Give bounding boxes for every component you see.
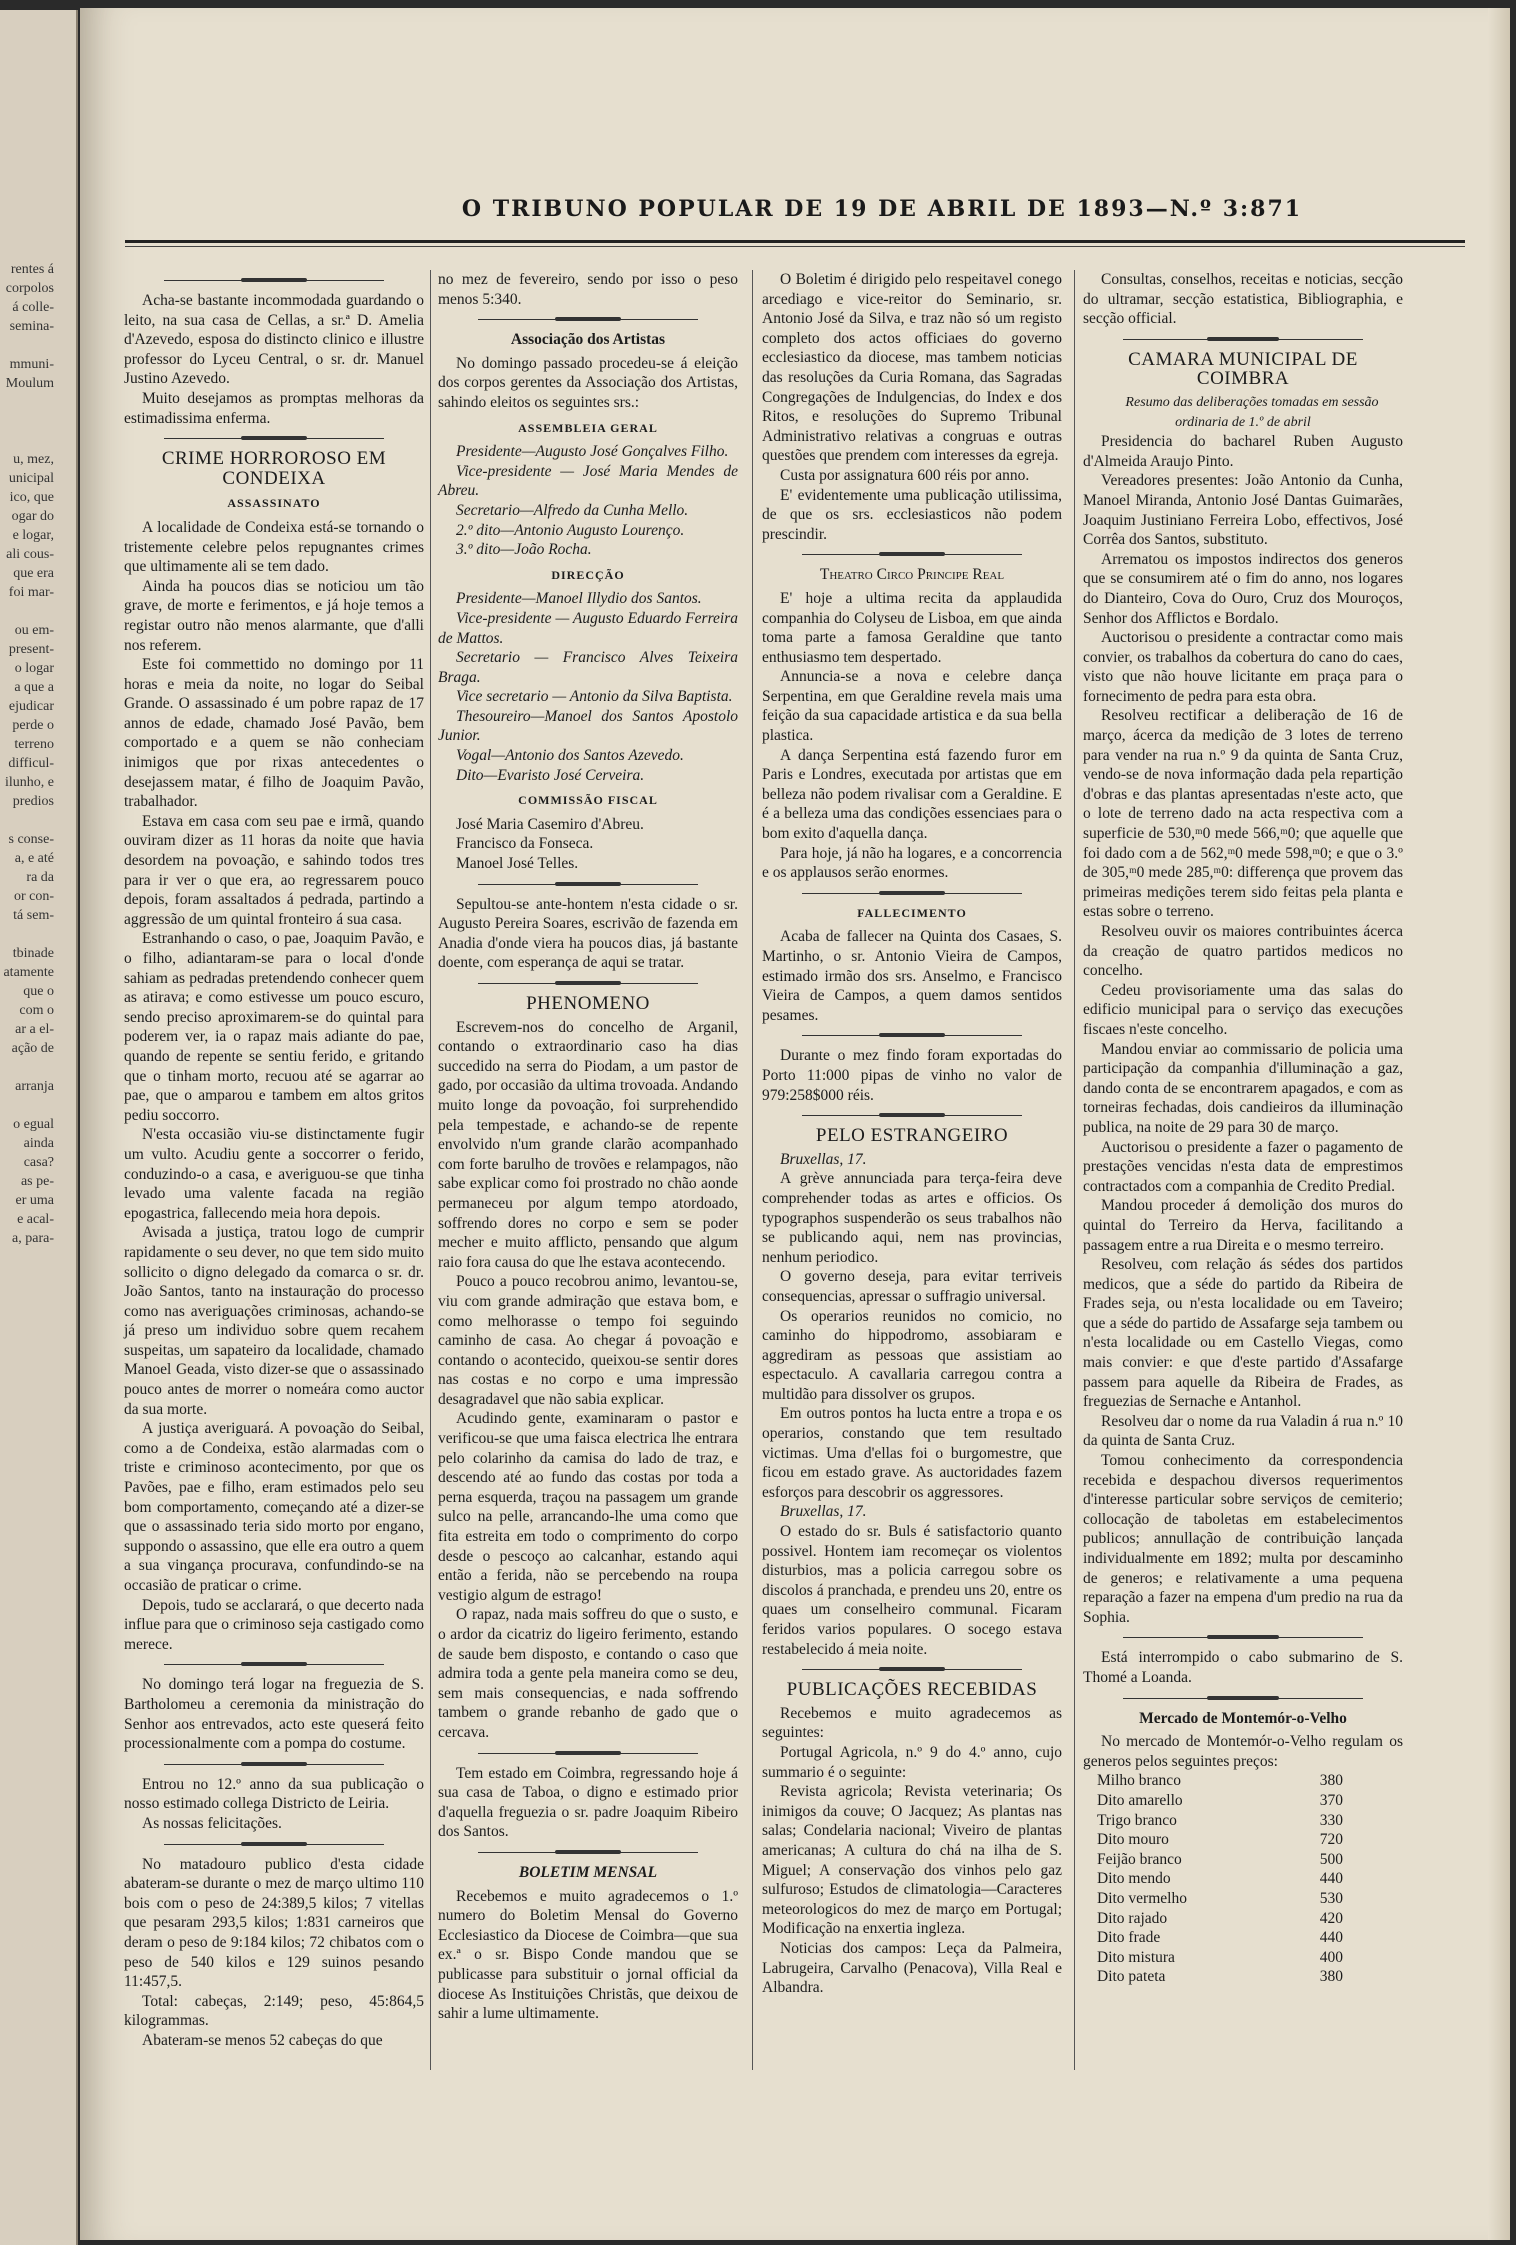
price-row [1083, 1850, 1403, 1870]
paragraph: Escrevem-nos do concelho de Arganil, contando o extraordinario caso ha dias succedido na serra do Piodam, a um pastor de gado, por occasião da ultima trovoada. Andando muito longe da povoação, foi surprehendido pela tempestade, e achando-se de repente envolvido n'um grande clarão acompanhado com forte barulho de trovões e relampagos, não sabe explicar como foi prostrado no chão aonde permaneceu por algum tempo atordoado, soffrendo dores no corpo e sem se poder mecher e muito afflicto, pensando que algum raio fora causa do que lhe estava acontecendo. [438, 1018, 738, 1271]
facing-page-line: a, e até [14, 851, 54, 866]
separator [802, 1115, 1022, 1116]
dateline: Bruxellas, 17. [780, 1150, 867, 1168]
paragraph: O rapaz, nada mais soffreu do que o susto, e o ardor da cicatriz do ligeiro ferimento, estando de saude bem disposto, e contando o caso que admira toda a gente pela maneira como se deu, sem mais consequencias, e nada soffrendo tambem o grande rebanho de gado que o cercava. [438, 1606, 738, 1741]
facing-page-line: ainda [23, 1136, 54, 1151]
facing-page-line: u, mez, [13, 452, 54, 467]
paragraph: Acaba de fallecer na Quinta dos Casaes, S. Martinho, o sr. Antonio Vieira de Campos, estimado irmão dos srs. Anselmo, e Francisco Vieira de Campos, a quem damos sentidos pesames. [762, 928, 1062, 1024]
price-item: Dito mouro [1097, 1831, 1169, 1849]
price-row [1083, 1967, 1403, 1987]
facing-page-line [0, 412, 76, 431]
paragraph: Mandou enviar ao commissario de policia uma participação da companhia d'illuminação a gaz, dando conta de se encontrarem apagados, e com as torneiras fechadas, dois candieiros da illuminação publica, na noite de 29 para 30 de março. [1083, 1040, 1403, 1136]
paragraph: Resolveu rectificar a deliberação de 16 de março, ácerca da medição de 3 lotes de terreno para vender na rua n.º 9 da quinta de Santa Cruz, vendo-se de nova informação dada pela repartição d'obras e das plantas apresentadas n'este acto, que o lote de terreno dado na acta respectiva com a superficie de 530,ᵐ0 mede 566,ᵐ0; que aquelle que foi dado com a de 562,ᵐ0 mede 598,ᵐ0; e que o 3.º de 305,ᵐ0 mede 285,ᵐ0: differença que provem das primeiras medições terem sido feitas pela planta e estas sobre o terreno. [1083, 707, 1403, 921]
paragraph: A localidade de Condeixa está-se tornando o tristemente celebre pelos repugnantes crimes que ultimamente ali se tem dado. [124, 518, 424, 576]
article-title: Theatro Circo Principe Real [819, 566, 1005, 584]
paragraph: Arrematou os impostos indirectos dos generos que se consumirem até o fim do anno, nos logares do Dianteiro, Cova do Ouro, Cruz dos Mouroços, Senhor dos Afflictos e Bordalo. [1083, 550, 1403, 627]
paragraph: A dança Serpentina está fazendo furor em Paris e Londres, executada por artistas que em belleza não podem rivalisar com a Geraldine. E é a belleza uma das condições essenciaes para o bom exito d'aquella dança. [762, 746, 1062, 843]
paragraph: As nossas felicitações. [142, 1814, 282, 1832]
paragraph: Portugal Agricola, n.º 9 do 4.º anno, cujo summario é o seguinte: [762, 1743, 1062, 1781]
paragraph: Total: cabeças, 2:149; peso, 45:864,5 kilogrammas. [124, 1992, 424, 2030]
list-item: Presidente—Manoel Illydio dos Santos. [456, 590, 702, 608]
facing-page-line: a, para- [12, 1231, 54, 1246]
facing-page-line: ico, que [9, 490, 54, 505]
article-title: BOLETIM MENSAL [518, 1863, 658, 1881]
paragraph: Em outros pontos ha lucta entre a tropa e os operarios, constando que tem resultado victimas. Uma d'ellas foi o burgomestre, que ficou em estado grave. As auctoridades fazem esforços para descobrir os aggressores. [762, 1405, 1062, 1501]
facing-page-line: ilunho, e [5, 775, 54, 790]
column-1 [124, 270, 424, 2050]
facing-page-line: mmuni- [9, 357, 54, 372]
price-item: Dito frade [1097, 1929, 1161, 1947]
paragraph: Estava em casa com seu pae e irmã, quando ouviram dizer as 11 horas da noite que havia desordem na povoação, e sahindo todos tres para ir ver o que era, ao regressarem pouco depois, foram assaltados á pedrada, partindo a aggressão de um quintal fronteiro á sua casa. [124, 812, 424, 928]
paragraph: Auctorisou o presidente a fazer o pagamento de prestações vencidas n'esta data de emprestimos contractados com a companhia de Credito Predial. [1083, 1138, 1403, 1195]
price-row [1083, 1830, 1403, 1850]
price-value: 370 [1319, 1791, 1343, 1809]
facing-page-line: o logar [14, 661, 54, 676]
list-item: Manoel José Telles. [456, 855, 579, 873]
price-value: 500 [1319, 1850, 1343, 1868]
facing-page-line: Moulum [5, 376, 54, 391]
separator [478, 1753, 698, 1754]
paragraph: Entrou no 12.º anno da sua publicação o nosso estimado collega Districto de Leiria. [124, 1775, 424, 1813]
facing-page-line: ação de [11, 1041, 54, 1056]
price-value: 720 [1319, 1831, 1343, 1849]
price-item: Dito mistura [1097, 1948, 1175, 1966]
paragraph: Ainda ha poucos dias se noticiou um tão grave, de morte e ferimentos, e já hoje temos a registar outro não menos alarmante, que d'alli nos referem. [124, 577, 424, 654]
facing-page-line: casa? [23, 1155, 54, 1170]
separator [164, 1664, 384, 1665]
facing-page-line: ar a el- [15, 1022, 54, 1037]
facing-page-line [0, 393, 76, 412]
price-item: Milho branco [1097, 1772, 1181, 1790]
list-item: Thesoureiro—Manoel dos Santos Apostolo Junior. [438, 707, 738, 745]
facing-page-line: present- [8, 642, 54, 657]
separator [478, 983, 698, 984]
facing-page-line: arranja [15, 1079, 54, 1094]
facing-page-line [0, 431, 76, 450]
paragraph: No domingo terá logar na freguezia de S. Bartholomeu a ceremonia da ministração do Senhor aos entrevados, acto este queserá feito processionalmente com a pompa do costume. [124, 1676, 424, 1753]
paragraph: Acha-se bastante incommodada guardando o leito, na sua casa de Cellas, a sr.ª D. Amelia d'Azevedo, esposa do distincto clinico e illustre professor do Lyceu Central, o sr. dr. Manuel Justino Azevedo. [124, 292, 424, 388]
price-list [1083, 1771, 1403, 1987]
list-item: Secretario — Francisco Alves Teixeira Braga. [438, 649, 738, 686]
article-title: PELO ESTRANGEIRO [815, 1125, 1009, 1147]
facing-page-line: e logar, [12, 528, 54, 543]
facing-page-line: o egual [13, 1117, 54, 1132]
page-edge [1488, 8, 1510, 2240]
paragraph: Os operarios reunidos no comicio, no caminho do hippodromo, assobiaram e aggrediram as pessoas que assistiam ao espectaculo. A cavallaria carregou contra a multidão para dissolver os grupos. [762, 1307, 1062, 1403]
facing-page-line [0, 1058, 76, 1077]
list-item: Presidente—Augusto José Gonçalves Filho. [456, 443, 729, 461]
price-item: Feijão branco [1097, 1850, 1182, 1868]
paragraph: N'esta occasião viu-se distinctamente fugir um vulto. Acudiu gente a soccorrer o ferido, conduzindo-o a casa, e averiguou-se que tinha levado uma valente facada na região epogastrica, fallecendo meia hora depois. [124, 1126, 424, 1222]
column-rule [430, 270, 431, 2070]
price-row [1083, 1948, 1403, 1968]
paragraph: Resolveu, com relação ás sédes dos partidos medicos, que a séde do partido da Ribeira de Frades seja, ou n'esta localidade ou em Taveiro; que a séde do partido de Assafarge seja tambem ou n'esta localidade ou em Castello Viegas, como mais convier: e que d'este partido d'Assafarge passem para aquelle da Ribeira de Frades, as freguezias de Sernache e Antanhol. [1083, 1256, 1403, 1411]
facing-page-line: a que a [14, 680, 54, 695]
facing-page-line: que o [23, 984, 54, 999]
price-value: 330 [1319, 1811, 1343, 1829]
paragraph: Custa por assignatura 600 réis por anno. [780, 466, 1030, 484]
facing-page-line: perde o [12, 718, 54, 733]
paragraph: E' evidentemente uma publicação utilissima, de que os srs. ecclesiasticos não podem prescindir. [762, 486, 1062, 543]
facing-page-line: unicipal [8, 471, 54, 486]
separator [1123, 1698, 1363, 1699]
dateline: Bruxellas, 17. [780, 1503, 867, 1521]
facing-page-line: foi mar- [8, 585, 54, 600]
facing-page-line: tá sem- [13, 908, 54, 923]
section-heading: ASSEMBLEIA GERAL [518, 420, 658, 435]
paragraph: Tomou conhecimento da correspondencia recebida e despachou diversos requerimentos d'interesse particular sobre serviços de cemiterio; collocação de taboletas em estabelecimentos publicos; annullação de contribuição lançada individualmente em 1892; multa por descaminho de generos; e relativamente a uma pequena reparação a fazer na empena d'um predio na rua da Sophia. [1083, 1452, 1403, 1626]
paragraph: No matadouro publico d'esta cidade abateram-se durante o mez de março ultimo 110 bois com o peso de 24:389,5 kilos; 7 vitellas que pesaram 293,5 kilos; 1:831 carneiros que deram o peso de 9:184 kilos; 72 chibatos com o peso de 540 kilos e 129 suinos pesando 11:457,5. [124, 1855, 424, 1991]
paragraph: Annuncia-se a nova e celebre dança Serpentina, em que Geraldine revela mais uma feição da sua capacidade artistica e da sua bella plastica. [762, 668, 1062, 745]
facing-page-line [0, 602, 76, 621]
paragraph: Muito desejamos as promptas melhoras da estimadissima enferma. [124, 389, 424, 427]
price-row [1083, 1909, 1403, 1929]
paragraph: A grève annunciada para terça-feira deve comprehender todas as artes e officios. Os typographos suspenderão os seus trabalhos não se publicando aqui, nem nas provincias, nenhum periodico. [762, 1170, 1062, 1266]
separator [1123, 339, 1363, 340]
section-heading: COMMISSÃO FISCAL [518, 793, 658, 808]
list-item: Vice-presidente — José Maria Mendes de Abreu. [438, 462, 738, 500]
list-item: Vogal—Antonio dos Santos Azevedo. [456, 747, 684, 765]
price-item: Dito amarello [1097, 1791, 1183, 1809]
paragraph: Revista agricola; Revista veterinaria; Os inimigos da couve; O Jacquez; As plantas nas salas; Condelaria nacional; Viveiro de plantas americanas; A cultura do chá na ilha de S. Miguel; A conservação dos vinhos pelo gaz sulfuroso; Estudos de climatologia—Caracteres meteorologicos do mez de março em Portugal; Modificação na enxertia ingleza. [762, 1783, 1062, 1938]
price-value: 380 [1319, 1772, 1343, 1790]
price-value: 530 [1319, 1889, 1343, 1907]
facing-page-line: ra da [26, 870, 54, 885]
price-row [1083, 1889, 1403, 1909]
price-value: 440 [1319, 1870, 1343, 1888]
separator [164, 1764, 384, 1765]
rule [125, 240, 1465, 243]
paragraph: Resolveu ouvir os maiores contribuintes ácerca da creação de quatro partidos medicos no concelho. [1083, 923, 1403, 980]
column-rule [752, 270, 753, 2070]
article-title: Associação dos Artistas [510, 331, 666, 349]
list-item: Secretario—Alfredo da Cunha Mello. [456, 501, 689, 519]
article-title: PHENOMENO [526, 993, 650, 1014]
list-item: José Maria Casemiro d'Abreu. [456, 815, 644, 833]
paragraph: A justiça averiguará. A povoação do Seibal, como a de Condeixa, estão alarmadas com o triste e criminoso acontecimento, por que os Pavões, pae e filho, eram estimados pelo seu bom comportamento, começando até a dizer-se que o assassinado teria sido morto por engano, suppondo o assassino, que elle era outro a quem a sua vingança procurava, confundindo-se na occasião de praticar o crime. [124, 1420, 424, 1594]
article-title: Mercado de Montemór-o-Velho [1139, 1709, 1347, 1727]
facing-page-line: com o [19, 1003, 54, 1018]
paragraph: Estranhando o caso, o pae, Joaquim Pavão, e o filho, adiantaram-se para o local d'onde sahiam as pedradas pretendendo conhecer quem as atirava; e como estivesse um pouco escuro, sendo preciso aproximarem-se do quintal para poderem ver, ia o rapaz mais adiante do pae, quando de repente se sentiu ferido, e gritando que o tinham morto, recuou até se agarrar ao pae, que o amparou e tambem em altos gritos pediu soccorro. [124, 930, 424, 1124]
column-3 [762, 270, 1062, 1998]
paragraph: Mandou proceder á demolição dos muros do quintal do Terreiro da Herva, facilitando a passagem entre a rua Direita e o mesmo terreiro. [1083, 1197, 1403, 1254]
list-item: Dito—Evaristo José Cerveira. [456, 766, 645, 784]
paragraph: Auctorisou o presidente a contractar como mais convier, os trabalhos da cobertura do cano do caes, visto que não houve licitante em praça para o fornecimento de pedra para esta obra. [1083, 629, 1403, 705]
paragraph: No mercado de Montemór-o-Velho regulam os generos pelos seguintes preços: [1083, 1733, 1403, 1770]
facing-page-line: difficul- [8, 756, 54, 771]
paragraph: Abateram-se menos 52 cabeças do que [142, 2031, 383, 2049]
separator [1123, 1637, 1363, 1638]
paragraph: Está interrompido o cabo submarino de S. Thomé a Loanda. [1083, 1649, 1403, 1686]
paragraph: Acudindo gente, examinaram o pastor e verificou-se que uma faisca electrica lhe entrara pelo colarinho da camisa do lado de traz, e descendo até ao fundo das costas por toda a perna esquerda, traçou na passagem um grande sulco na pelle, arrancando-lhe uma como que fita estreita em todo o comprimento do corpo desde o pescoço ao calcanhar, estando aqui então a ferida, não se percebendo na roupa vestigio algum de estrago! [438, 1410, 738, 1604]
paragraph: Para hoje, já não ha logares, e a concorrencia e os applausos serão enormes. [762, 844, 1062, 882]
price-row [1083, 1791, 1403, 1811]
paragraph: Este foi commettido no domingo por 11 horas e meia da noite, no logar do Seibal Grande. O assassinado é um pobre rapaz de 17 annos de edade, chamado José Pavão, bem comportado e a quem se não conheciam inimigos que por rixas antecedentes o desejassem matar, é filho de Joaquim Pavão, trabalhador. [124, 656, 424, 811]
separator [802, 1669, 1022, 1670]
list-item: 2.º dito—Antonio Augusto Lourenço. [456, 521, 685, 539]
facing-page-line: er uma [15, 1193, 54, 1208]
facing-page-line [0, 925, 76, 944]
facing-page-line: predios [12, 794, 54, 809]
facing-page-line: or con- [13, 889, 54, 904]
section-heading: DIRECÇÃO [551, 567, 625, 582]
paragraph: Recebemos e muito agradecemos as seguintes: [762, 1704, 1062, 1742]
article-subtitle: Resumo das deliberações tomadas em sessão ordinaria de 1.º de abril [1125, 394, 1379, 430]
price-item: Dito vermelho [1097, 1889, 1187, 1907]
article-subtitle: ASSASSINATO [227, 496, 321, 511]
list-item: Francisco da Fonseca. [456, 835, 594, 853]
facing-page-line: que era [13, 566, 54, 581]
facing-page-line: ali cous- [6, 547, 54, 562]
facing-page-line [0, 811, 76, 830]
article-title: PUBLICAÇÕES RECEBIDAS [786, 1679, 1038, 1701]
paragraph: Vereadores presentes: João Antonio da Cunha, Manoel Miranda, Antonio José Dantas Guimarães, Joaquim Justiniano Ferreira Lobo, effectivos, José Corrêa dos Santos, substituto. [1083, 472, 1403, 549]
facing-page-line: semina- [9, 319, 54, 334]
list-item: 3.º dito—João Rocha. [456, 541, 592, 559]
separator [802, 554, 1022, 555]
facing-page-line: á colle- [12, 300, 54, 315]
facing-page-line: tbinade [12, 946, 54, 961]
price-item: Dito mendo [1097, 1870, 1171, 1888]
paragraph: Sepultou-se ante-hontem n'esta cidade o sr. Augusto Pereira Soares, escrivão de fazenda em Anadia d'onde viera ha poucos dias, já bastante doente, com esperança de aqui se tratar. [438, 895, 738, 972]
price-value: 440 [1319, 1929, 1343, 1947]
column-2 [438, 270, 738, 2024]
paragraph: Recebemos e muito agradecemos o 1.º numero do Boletim Mensal do Governo Ecclesiastico da Diocese de Coimbra—que sua ex.ª o sr. Bispo Conde mandou que se publicasse para substituir o jornal official da diocese As Instituições Christãs, que deixou de sahir a lume ultimamente. [438, 1887, 738, 2023]
facing-page-line: rentes á [10, 262, 54, 277]
price-row [1083, 1869, 1403, 1889]
paragraph: O estado do sr. Buls é satisfactorio quanto possivel. Hontem iam recomeçar os violentos disturbios, mas a policia carregou sobre os discolos á pranchada, e prendeu uns 20, entre os quaes um conselheiro communal. Ficaram feridos varios populares. O socego estava restabelecido á meia noite. [762, 1523, 1062, 1658]
newspaper-page [80, 8, 1510, 2240]
separator [164, 1844, 384, 1845]
column-rule [1074, 270, 1075, 2070]
price-item: Dito rajado [1097, 1909, 1168, 1927]
separator [164, 438, 384, 439]
facing-page-line: ogar do [11, 509, 54, 524]
paragraph: Consultas, conselhos, receitas e noticias, secção do ultramar, secção estatistica, Bibliographia, e secção official. [1083, 271, 1403, 328]
facing-page-line: e acal- [17, 1212, 54, 1227]
paragraph: Cedeu provisoriamente uma das salas do edificio municipal para o serviço das execuções fiscaes n'este concelho. [1083, 981, 1403, 1038]
article-title: FALLECIMENTO [857, 905, 967, 920]
separator [478, 884, 698, 885]
facing-page-line [0, 336, 76, 355]
paragraph: Resolveu dar o nome da rua Valadin á rua n.º 10 da quinta de Santa Cruz. [1083, 1412, 1403, 1450]
price-value: 400 [1319, 1948, 1343, 1966]
separator [164, 280, 384, 281]
paragraph: O Boletim é dirigido pelo respeitavel conego arcediago e vice-reitor do Seminario, sr. Antonio José da Silva, e traz não só um registo completo dos actos officiaes do governo ecclesiastico da diocese, mas tambem noticias das resoluções da Curia Romana, das Sagradas Congregações de Indulgencias, do Index e dos Ritos, e resoluções do Supremo Tribunal Administrativo relativas a congruas e outras questões que prendem com interesses da egreja. [762, 271, 1062, 465]
facing-page-line: terreno [14, 737, 54, 752]
facing-page-line: ou em- [14, 623, 54, 638]
separator [802, 1035, 1022, 1036]
price-row [1083, 1771, 1403, 1791]
paragraph: E' hoje a ultima recita da applaudida companhia do Colyseu de Lisboa, em que ainda toma parte a famosa Geraldine que tanto enthusiasmo tem despertado. [762, 589, 1062, 666]
paragraph: Noticias dos campos: Leça da Palmeira, Labrugeira, Carvalho (Penacova), Villa Real e Albandra. [762, 1939, 1062, 1997]
paragraph: Pouco a pouco recobrou animo, levantou-se, viu com grande admiração que estava bom, e como melhorasse o tempo foi seguindo caminho de casa. Ao chegar á povoação e contando o acontecido, queixou-se sentir dores nas costas e no corpo e uma impressão desagradavel que não sabia explicar. [438, 1273, 738, 1408]
separator [802, 893, 1022, 894]
article-title: CAMARA MUNICIPAL DE COIMBRA [1128, 348, 1358, 390]
price-row [1083, 1928, 1403, 1948]
facing-page-fragment [0, 10, 78, 2245]
paragraph: Depois, tudo se acclarará, o que decerto nada influe para que o criminoso seja castigado como merece. [124, 1596, 424, 1653]
price-value: 420 [1319, 1909, 1343, 1927]
paragraph: Presidencia do bacharel Ruben Augusto d'Almeida Araujo Pinto. [1083, 433, 1403, 470]
paragraph: No domingo passado procedeu-se á eleição dos corpos gerentes da Associação dos Artistas, sahindo eleitos os seguintes srs.: [438, 354, 738, 411]
list-item: Vice secretario — Antonio da Silva Baptista. [456, 688, 733, 706]
column-4 [1083, 270, 1403, 1987]
list-item: Vice-presidente — Augusto Eduardo Ferreira de Mattos. [438, 609, 738, 647]
paragraph: Durante o mez findo foram exportadas do Porto 11:000 pipas de vinho no valor de 979:258$000 réis. [762, 1047, 1062, 1104]
facing-page-line: as pe- [20, 1174, 54, 1189]
masthead: O TRIBUNO POPULAR DE 19 DE ABRIL DE 1893—N.º 3:871 [461, 196, 1303, 222]
separator [478, 319, 698, 320]
paragraph: Tem estado em Coimbra, regressando hoje á sua casa de Taboa, o digno e estimado prior d'aquella freguezia o sr. padre Joaquim Ribeiro dos Santos. [438, 1764, 738, 1841]
facing-page-line: ejudicar [8, 699, 54, 714]
price-row [1083, 1811, 1403, 1831]
price-item: Trigo branco [1097, 1811, 1177, 1829]
paragraph: no mez de fevereiro, sendo por isso o peso menos 5:340. [438, 271, 738, 308]
paragraph: Avisada a justiça, tratou logo de cumprir rapidamente o seu dever, no que tem sido muito sollicito o digno delegado da comarca o sr. dr. João Santos, tanto na instauração do processo como nas averiguações criminosas, achando-se já preso um individuo sobre quem recahem suspeitas, um sapateiro da localidade, chamado Manoel Geada, visto dizer-se que o assassinado pouco antes de morrer o nomeára como auctor da sua morte. [124, 1224, 424, 1418]
separator [478, 1852, 698, 1853]
facing-page-line: s conse- [8, 832, 54, 847]
price-value: 380 [1319, 1968, 1343, 1986]
facing-page-line: corpolos [5, 281, 54, 296]
article-title: CRIME HORROROSO EM CONDEIXA [161, 448, 387, 489]
facing-page-line [0, 1096, 76, 1115]
price-item: Dito pateta [1097, 1968, 1166, 1986]
facing-page-line: atamente [3, 965, 54, 980]
paragraph: O governo deseja, para evitar terriveis consequencias, apressar o suffragio universal. [762, 1268, 1062, 1305]
rule [125, 246, 1465, 247]
